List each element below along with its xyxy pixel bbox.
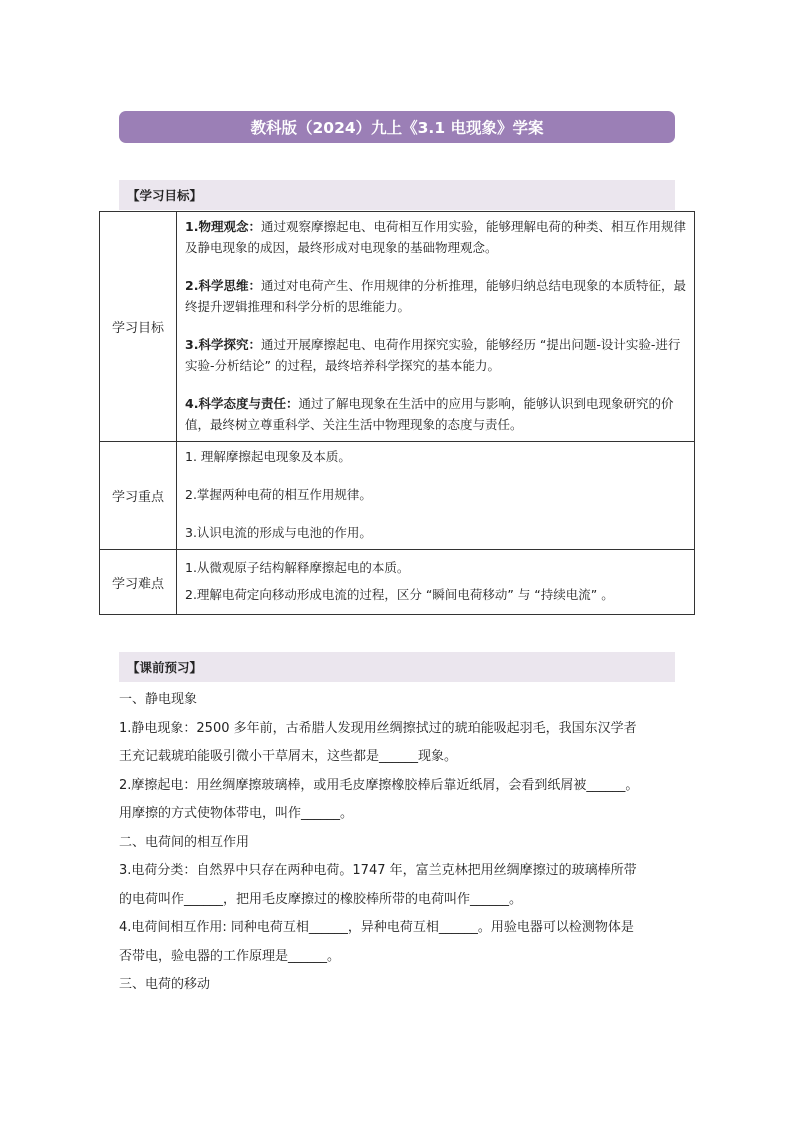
key-point-item: 2.掌握两种电荷的相互作用规律。 xyxy=(185,487,372,502)
preview-line: 2.摩擦起电：用丝绸摩擦玻璃棒，或用毛皮摩擦橡胶棒后靠近纸屑，会看到纸屑被______。 xyxy=(119,777,639,793)
difficulty-item: 1.从微观原子结构解释摩擦起电的本质。 xyxy=(185,560,410,575)
preview-line: 用摩擦的方式使物体带电，叫作______。 xyxy=(119,806,354,821)
key-point-item: 1. 理解摩擦起电现象及本质。 xyxy=(185,449,351,464)
goal-text: 通过观察摩擦起电、电荷相互作用实验，能够理解电荷的种类、相互作用规律及静电现象的成因，最终形成对电现象的基础物理观念。 xyxy=(185,219,686,255)
preview-heading-3: 三、电荷的移动 xyxy=(119,977,211,992)
goals-table xyxy=(99,211,695,615)
goal-text: 通过对电荷产生、作用规律的分析推理，能够归纳总结电现象的本质特征，最终提升逻辑推理和科学分析的思维能力。 xyxy=(185,278,686,314)
difficulties-content xyxy=(177,550,695,615)
goal-item-3 xyxy=(185,334,686,376)
difficulty-item: 2.理解电荷定向移动形成电流的过程，区分 “瞬间电荷移动” 与 “持续电流” 。 xyxy=(185,587,614,602)
preview-heading-1: 一、静电现象 xyxy=(119,692,198,707)
preview-line: 否带电，验电器的工作原理是______。 xyxy=(119,948,341,964)
table-row-key-points xyxy=(100,442,695,550)
preview-line: 3.电荷分类：自然界中只存在两种电荷。1747 年，富兰克林把用丝绸摩擦过的玻璃棒所带 xyxy=(119,863,637,878)
section-header-preview: 【课前预习】 xyxy=(119,652,675,682)
row-label-key-points: 学习重点 xyxy=(100,442,177,550)
goal-lead: 3.科学探究： xyxy=(185,337,261,352)
goal-text: 通过开展摩擦起电、电荷作用探究实验，能够经历 “提出问题-设计实验-进行实验-分析结论” 的过程，最终培养科学探究的基本能力。 xyxy=(185,337,681,373)
table-row-difficulties xyxy=(100,550,695,615)
row-label-goals: 学习目标 xyxy=(100,212,177,442)
preview-line: 4.电荷间相互作用: 同种电荷互相______，异种电荷互相______。用验电器可以检测物体是 xyxy=(119,920,634,935)
table-row-goals xyxy=(100,212,695,442)
goal-item-2 xyxy=(185,275,686,317)
goal-lead: 2.科学思维： xyxy=(185,278,261,293)
key-point-item: 3.认识电流的形成与电池的作用。 xyxy=(185,525,372,540)
goal-text: 通过了解电现象在生活中的应用与影响，能够认识到电现象研究的价值，最终树立尊重科学、关注生活中物理现象的态度与责任。 xyxy=(185,396,674,432)
goals-content xyxy=(177,212,695,442)
preview-line: 1.静电现象：2500 多年前，古希腊人发现用丝绸擦拭过的琥珀能吸起羽毛，我国东汉学者 xyxy=(119,720,637,736)
preview-content xyxy=(119,686,679,1000)
goal-item-1 xyxy=(185,216,686,258)
key-points-content xyxy=(177,442,695,550)
section-header-goals: 【学习目标】 xyxy=(119,180,675,210)
preview-line: 王充记载琥珀能吸引微小干草屑末，这些都是______现象。 xyxy=(119,749,458,764)
row-label-difficulties: 学习难点 xyxy=(100,550,177,615)
preview-line: 的电荷叫作______，把用毛皮摩擦过的橡胶棒所带的电荷叫作______。 xyxy=(119,891,523,907)
preview-heading-2: 二、电荷间的相互作用 xyxy=(119,834,250,850)
document-title: 教科版（2024）九上《3.1 电现象》学案 xyxy=(119,111,675,143)
goal-lead: 4.科学态度与责任： xyxy=(185,396,299,411)
goal-item-4 xyxy=(185,393,686,435)
goal-lead: 1.物理观念： xyxy=(185,219,261,234)
